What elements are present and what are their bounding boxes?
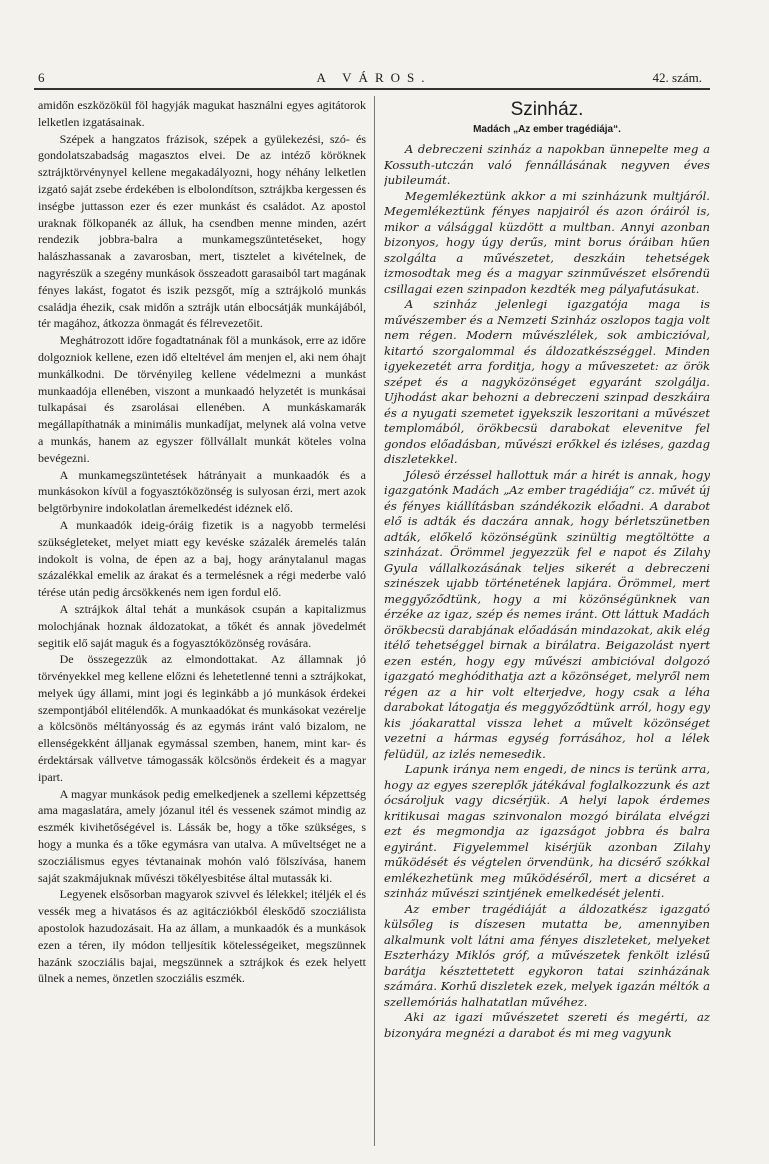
right-paragraph: Lapunk iránya nem engedi, de nincs is terünk arra, hogy az egyes szereplők játékával foglalkozzunk és azt ócsároljuk vagy dicsérjük. A helyi lapok érdemes kritikusai magas szinvonalon mozgó birálata elvégzi ezt és megmondja az igazságot jobbra és balra egyiránt. Figyelemmel kisérjük azonban Zilahy működését és végtelen örvendünk, ha dicsérő szókkal emlékezhetünk meg működéséről, mert a dicséret a szinház művészi szintjének emelkedését jelenti. (384, 762, 710, 900)
left-paragraph: De összegezzük az elmondottakat. Az államnak jó törvényekkel meg kellene előzni és lehetetlenné tenni a sztrájkokat, melyek úgy állami, mint jogi és leginkább a jó munkások érdekei szempontjából elitélendők. A munkaadókat és munkásokat vezérelje a kölcsönös méltányosság és az egymás iránt való bizalom, ne ellenségekként álljanak egymással szemben, hanem, mint kar- és érdektársak vállvetve támogassák kölcsönös érdekeit és a magyar ipart. (38, 652, 366, 784)
left-paragraph: A magyar munkások pedig emelkedjenek a szellemi képzettség ama magaslatára, amely józanul itél és vessenek számot mindig az eszmék kivihetőségével is. Lássák be, hogy a tőke szükséges, s hogy a munka és a tőke egymásra van utalva. A műveltséget ne a szocziálismus egyes tévtanainak mohón való fölszívása, hanem saját szakmájuknak művészi tökélyesbitése által mutassák ki. (38, 786, 366, 885)
left-paragraph: Szépek a hangzatos frázisok, szépek a gyülekezési, szó- és gondolatszabadság magasztos elvei. De az intéző köröknek sztrájktörvénynyel kellene megakadályozni, hogy néhány lelketlen izgató saját zsebe érdekében is elbolondítson, sztrájkba kergessen és inségbe juttasson ezer és ezer munkást és családot. Az apostol uraknak fölkopanék az álluk, ha csendben menne minden, azért rendezik jobbra-balra a munkamegszüntetéseket, hogy halászhassanak a zavarosban, mert, tisztelet a kivételnek, de nagyrészük a szegény munkások összeadott garasaiból tart magának fényes lakást, fogatot és iszik pezsgőt, míg a sztrájkoló munkás családja éhezik, csak midőn a sztrájk után elbocsátják munkájából, tér magához, átkozza önmagát és félrevezetőit. (38, 131, 366, 331)
right-paragraph: Az ember tragédiáját a áldozatkész igazgató külsőleg is díszesen mutatta be, amennyiben alkalmunk volt látni ama fényes diszleteket, melyeket Eszterházy Miklós gróf, a művészetek fenkölt izlésű barátja késztettetett egykoron tatai szinházának számára. Korhű diszletek ezek, melyek igazán méltók a szellemóriás halhatatlan művéhez. (384, 901, 710, 1009)
left-paragraph: A sztrájkok által tehát a munkások csupán a kapitalizmus molochjának hoznak áldozatokat, a tőkét és annak jövedelmét segitik elő saját maguk és a fogyasztóközönség rovására. (38, 601, 366, 650)
journal-title: A VÁROS. (316, 70, 432, 85)
right-paragraph: A debreczeni szinház a napokban ünnepelte meg a Kossuth-utczán való fennállásának negyven éves jubileumát. (384, 142, 710, 187)
column-divider (374, 96, 375, 1146)
page-number: 6 (38, 70, 45, 85)
issue-number: 42. szám. (652, 70, 702, 85)
right-paragraph: Aki az igazi művészetet szereti és megérti, az bizonyára megnézi a darabot és mi meg vagyunk (384, 1010, 710, 1040)
left-paragraph: Legyenek elsősorban magyarok szivvel és lélekkel; itéljék el és vessék meg a hivatásos és az agitácziókból éleskődő szocziálista apostolok hazudozásait. Ha az állam, a munkaadók és a munkások ezen a téren, ily módon telljesítik kötelességeiket, megszünnek hazánk szocziális bajai, megszünnek a sztrájkok és ezek helyett ülnek a nemes, önzetlen szocziális eszmék. (38, 887, 366, 986)
right-paragraph: A szinház jelenlegi igazgatója maga is művészember és a Nemzeti Szinház oszlopos tagja volt nem régen. Modern művészlélek, sok ambiczióval, kitartó szorgalommal és áldozatkészséggel. Minden igyekezetét arra forditja, hogy a műveszetet: az örök szépet és a nagyközönséget egyaránt szolgálja. Ujhodást akar behozni a debreczeni szinpad deszkáira és a nyugati szemetet igyekszik leszoritani a művészet templomából, örökbecsü darabokat elevenitve fel gondos előadásban, művészi erőkkel és izléses, gazdag diszletekkel. (384, 297, 710, 466)
left-paragraph: Meghátrozott időre fogadtatnának föl a munkások, erre az időre dolgozniok kellene, ezen idő elteltével ám menjen el, aki nem óhajt munkálkodni. De törvényileg kellene védelmezni a munkást munkaadója ellenében, viszont a munkaadó helyzetét is munkásai tulkapásai és zsarolásai ellenében. A munkáskamarák megállapíthatnák a minimális munkadíjat, melynek alá volna vetve a munkás, hanem az egyszer föllvállalt munkát köteles volna bevégezni. (38, 333, 366, 465)
left-paragraph: amidőn eszközökül föl hagyják magukat használni egyes agitátorok lelketlen izgatásainak. (38, 98, 366, 129)
right-column (384, 97, 710, 1152)
section-title: Szinház. (510, 99, 584, 120)
right-paragraph: Megemlékeztünk akkor a mi szinházunk multjáról. Megemlékeztünk fényes napjairól és azon óráiról is, mikor a válsággal küzdött a multban. Annyi azonban bizonyos, hogy úgy derűs, mint borus óráiban hűen szolgálta a művészetet, deszkáin tehetségek izmosodtak meg és a magyar szinművészet elsőrendü csillagai ezen szinpadon kezdték meg pályafutásukat. (384, 188, 710, 296)
left-paragraph: A munkaadók ideig-óráig fizetik is a nagyobb termelési szükségleteket, melyet miatt egy kevéske százalék áremelés talán indokolt is volna, de épen az a baj, hogy aránytalanul magas százalékkal emelik az árakat és a termelésnek a régi mederbe való térése után pedig árcsökkenés nem igen fordul elő. (38, 517, 366, 600)
left-column (38, 97, 366, 1152)
left-paragraph: A munkamegszüntetések hátrányait a munkaadók és a munkásokon kívül a fogyasztóközönség is sulyosan érzi, mert azok belgtörbynire indokolatlan áremelkedést idéznek elő. (38, 467, 366, 516)
right-paragraph: Jólesö érzéssel hallottuk már a hirét is annak, hogy igazgatónk Madách „Az ember tragédiája“ cz. művét új és fényes kiállításban szándékozik előadni. A darabot elő is adták és daczára annak, hogy bérletszünetben adták, előkelő közönségünk szinültig megtöltötte a szinházat. Örömmel jegyezzük fel e napot és Zilahy Gyula vállalkozásának teljes sikerét a debreczeni szinészek ujabb történetének lapjára. Örömmel, mert meggyőződtünk, hogy a mi közönségünknek van érzéke az igaz, szép és nemes iránt. Ott láttuk Madách örökbecsü darabjának előadásán mindazokat, akik elég itélő tehetséggel birnak a birálatra. Beigazolást nyert ezen estén, hogy egy művészi ambicióval dolgozó igazgató meghódithatja azt a közönséget, melyről nem régen az a hir volt elterjedve, hogy csak a léha darabokat látogatja és meggyőződtünk arról, hogy egy kis jóakarattal vissza lehet a művelt közönséget vezetni a hármas egység forrásához, hol a lélek felüdül, az izlés nemesedik. (384, 467, 710, 761)
section-subtitle: Madách „Az ember tragédiája“. (473, 124, 621, 135)
page-header (38, 70, 710, 90)
header-rule (34, 88, 710, 90)
